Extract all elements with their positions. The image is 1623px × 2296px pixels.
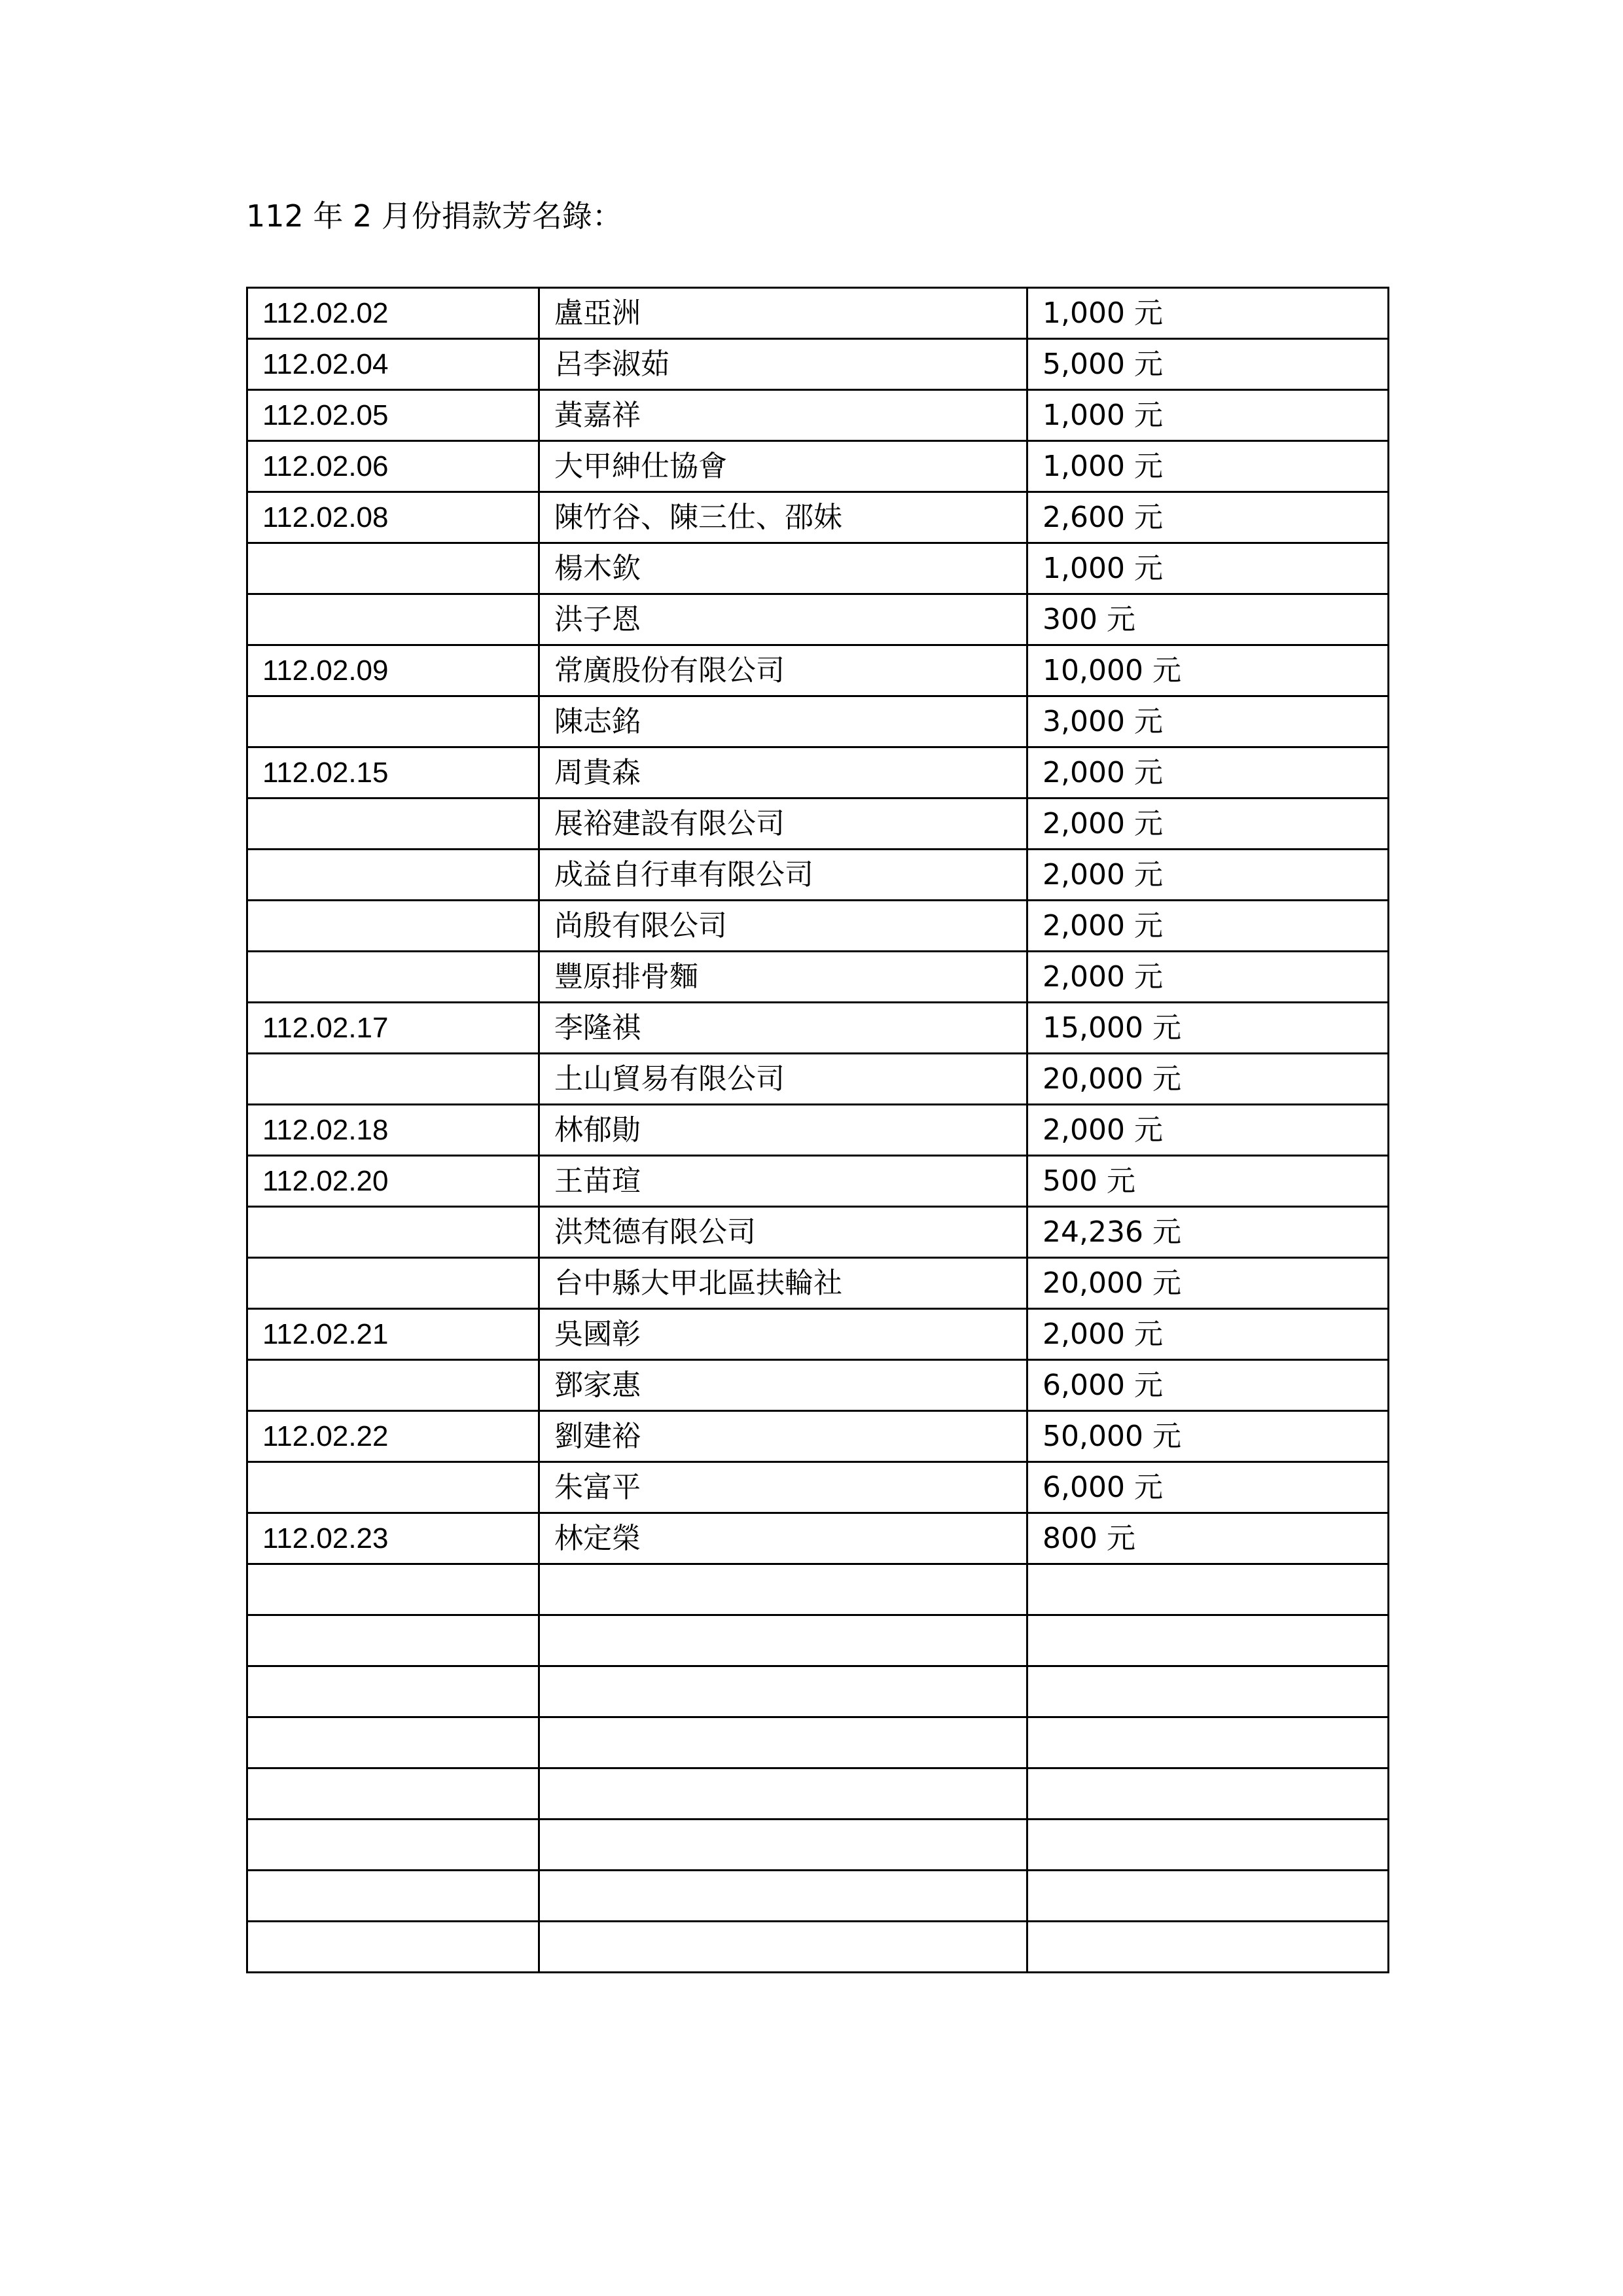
- donor-name-cell: 鄧家惠: [539, 1360, 1027, 1411]
- donation-amount-cell: 2,000 元: [1027, 952, 1389, 1003]
- donation-amount-cell: [1027, 1871, 1389, 1922]
- donor-name-cell: [539, 1871, 1027, 1922]
- donation-date-cell: 112.02.06: [247, 441, 539, 492]
- table-row: [247, 1207, 1389, 1258]
- donor-name-cell: [539, 1717, 1027, 1768]
- donor-table: [246, 287, 1389, 1973]
- table-row: [247, 798, 1389, 850]
- donation-amount-cell: 20,000 元: [1027, 1258, 1389, 1309]
- donation-amount-cell: 6,000 元: [1027, 1360, 1389, 1411]
- donation-date-cell: 112.02.20: [247, 1156, 539, 1207]
- donation-amount-cell: 2,000 元: [1027, 850, 1389, 901]
- donation-date-cell: [247, 1564, 539, 1615]
- donation-amount-cell: 15,000 元: [1027, 1003, 1389, 1054]
- donor-name-cell: 林定榮: [539, 1513, 1027, 1564]
- donation-amount-cell: 10,000 元: [1027, 645, 1389, 696]
- table-row: [247, 1309, 1389, 1360]
- table-row: [247, 390, 1389, 441]
- page-title: 112 年 2 月份捐款芳名錄：: [246, 198, 622, 234]
- donation-amount-cell: [1027, 1820, 1389, 1871]
- donation-amount-cell: 3,000 元: [1027, 696, 1389, 747]
- donation-date-cell: [247, 1615, 539, 1666]
- donation-date-cell: 112.02.04: [247, 339, 539, 390]
- table-row: [247, 901, 1389, 952]
- donation-amount-cell: 50,000 元: [1027, 1411, 1389, 1462]
- donation-date-cell: 112.02.18: [247, 1105, 539, 1156]
- donation-amount-cell: 2,000 元: [1027, 901, 1389, 952]
- table-row: [247, 594, 1389, 645]
- donation-date-cell: [247, 1768, 539, 1820]
- donation-date-cell: [247, 1462, 539, 1513]
- donation-date-cell: 112.02.05: [247, 390, 539, 441]
- donation-date-cell: 112.02.17: [247, 1003, 539, 1054]
- table-row: [247, 339, 1389, 390]
- donation-date-cell: [247, 1717, 539, 1768]
- donation-amount-cell: 6,000 元: [1027, 1462, 1389, 1513]
- donor-name-cell: 陳竹谷、陳三仕、邵妹: [539, 492, 1027, 543]
- donation-date-cell: [247, 543, 539, 594]
- donation-amount-cell: [1027, 1564, 1389, 1615]
- donation-date-cell: 112.02.15: [247, 747, 539, 798]
- donation-date-cell: [247, 952, 539, 1003]
- table-row: [247, 288, 1389, 339]
- table-row: [247, 645, 1389, 696]
- donation-amount-cell: 1,000 元: [1027, 288, 1389, 339]
- donation-date-cell: [247, 798, 539, 850]
- donation-date-cell: [247, 1054, 539, 1105]
- donation-amount-cell: 2,600 元: [1027, 492, 1389, 543]
- donor-name-cell: [539, 1615, 1027, 1666]
- donor-name-cell: 朱富平: [539, 1462, 1027, 1513]
- table-row: [247, 1666, 1389, 1717]
- donation-amount-cell: 1,000 元: [1027, 390, 1389, 441]
- donor-name-cell: 洪梵德有限公司: [539, 1207, 1027, 1258]
- donor-name-cell: 黃嘉祥: [539, 390, 1027, 441]
- donation-date-cell: 112.02.22: [247, 1411, 539, 1462]
- table-row: [247, 1820, 1389, 1871]
- table-row: [247, 850, 1389, 901]
- table-row: [247, 1922, 1389, 1973]
- donation-date-cell: [247, 1820, 539, 1871]
- donor-name-cell: [539, 1922, 1027, 1973]
- donation-date-cell: [247, 1207, 539, 1258]
- table-row: [247, 492, 1389, 543]
- donation-amount-cell: 2,000 元: [1027, 747, 1389, 798]
- donor-name-cell: [539, 1820, 1027, 1871]
- table-row: [247, 1564, 1389, 1615]
- donation-amount-cell: [1027, 1717, 1389, 1768]
- donation-amount-cell: [1027, 1666, 1389, 1717]
- donor-name-cell: 王苗瑄: [539, 1156, 1027, 1207]
- table-row: [247, 1615, 1389, 1666]
- donation-date-cell: 112.02.09: [247, 645, 539, 696]
- donation-amount-cell: 2,000 元: [1027, 1309, 1389, 1360]
- donation-amount-cell: 300 元: [1027, 594, 1389, 645]
- donor-name-cell: 呂李淑茹: [539, 339, 1027, 390]
- donation-amount-cell: 500 元: [1027, 1156, 1389, 1207]
- donation-amount-cell: 20,000 元: [1027, 1054, 1389, 1105]
- donor-name-cell: 林郁勛: [539, 1105, 1027, 1156]
- table-row: [247, 1054, 1389, 1105]
- donation-date-cell: 112.02.23: [247, 1513, 539, 1564]
- donor-name-cell: 周貴森: [539, 747, 1027, 798]
- donation-date-cell: [247, 1258, 539, 1309]
- donor-name-cell: 常廣股份有限公司: [539, 645, 1027, 696]
- donation-date-cell: 112.02.02: [247, 288, 539, 339]
- table-row: [247, 1513, 1389, 1564]
- donor-name-cell: [539, 1768, 1027, 1820]
- table-row: [247, 441, 1389, 492]
- donor-name-cell: 楊木欽: [539, 543, 1027, 594]
- donation-amount-cell: 2,000 元: [1027, 1105, 1389, 1156]
- table-row: [247, 1462, 1389, 1513]
- table-row: [247, 747, 1389, 798]
- donation-amount-cell: [1027, 1768, 1389, 1820]
- donor-name-cell: 洪子恩: [539, 594, 1027, 645]
- donation-amount-cell: 2,000 元: [1027, 798, 1389, 850]
- donation-date-cell: [247, 1922, 539, 1973]
- table-row: [247, 1003, 1389, 1054]
- donor-name-cell: 吳國彰: [539, 1309, 1027, 1360]
- table-row: [247, 1156, 1389, 1207]
- donation-date-cell: [247, 594, 539, 645]
- donor-name-cell: [539, 1564, 1027, 1615]
- table-row: [247, 543, 1389, 594]
- donation-amount-cell: 1,000 元: [1027, 543, 1389, 594]
- donor-name-cell: 台中縣大甲北區扶輪社: [539, 1258, 1027, 1309]
- donor-name-cell: 李隆祺: [539, 1003, 1027, 1054]
- donor-name-cell: 成益自行車有限公司: [539, 850, 1027, 901]
- donor-name-cell: 展裕建設有限公司: [539, 798, 1027, 850]
- donation-date-cell: [247, 1666, 539, 1717]
- donor-name-cell: 尚殷有限公司: [539, 901, 1027, 952]
- donation-date-cell: [247, 901, 539, 952]
- donation-date-cell: [247, 696, 539, 747]
- donor-name-cell: 陳志銘: [539, 696, 1027, 747]
- donor-table-body: [247, 288, 1389, 1973]
- table-row: [247, 1360, 1389, 1411]
- donor-name-cell: 土山貿易有限公司: [539, 1054, 1027, 1105]
- donation-amount-cell: 800 元: [1027, 1513, 1389, 1564]
- donation-amount-cell: [1027, 1615, 1389, 1666]
- table-row: [247, 1768, 1389, 1820]
- table-row: [247, 1717, 1389, 1768]
- donation-date-cell: [247, 850, 539, 901]
- table-row: [247, 952, 1389, 1003]
- donation-date-cell: 112.02.21: [247, 1309, 539, 1360]
- table-row: [247, 1258, 1389, 1309]
- donation-amount-cell: 24,236 元: [1027, 1207, 1389, 1258]
- donation-amount-cell: [1027, 1922, 1389, 1973]
- donor-name-cell: [539, 1666, 1027, 1717]
- donor-name-cell: 豐原排骨麵: [539, 952, 1027, 1003]
- table-row: [247, 1871, 1389, 1922]
- donation-date-cell: [247, 1360, 539, 1411]
- table-row: [247, 1105, 1389, 1156]
- donor-name-cell: 劉建裕: [539, 1411, 1027, 1462]
- donor-name-cell: 盧亞洲: [539, 288, 1027, 339]
- donation-amount-cell: 1,000 元: [1027, 441, 1389, 492]
- donation-date-cell: 112.02.08: [247, 492, 539, 543]
- donation-date-cell: [247, 1871, 539, 1922]
- table-row: [247, 1411, 1389, 1462]
- table-row: [247, 696, 1389, 747]
- donation-amount-cell: 5,000 元: [1027, 339, 1389, 390]
- donor-name-cell: 大甲紳仕協會: [539, 441, 1027, 492]
